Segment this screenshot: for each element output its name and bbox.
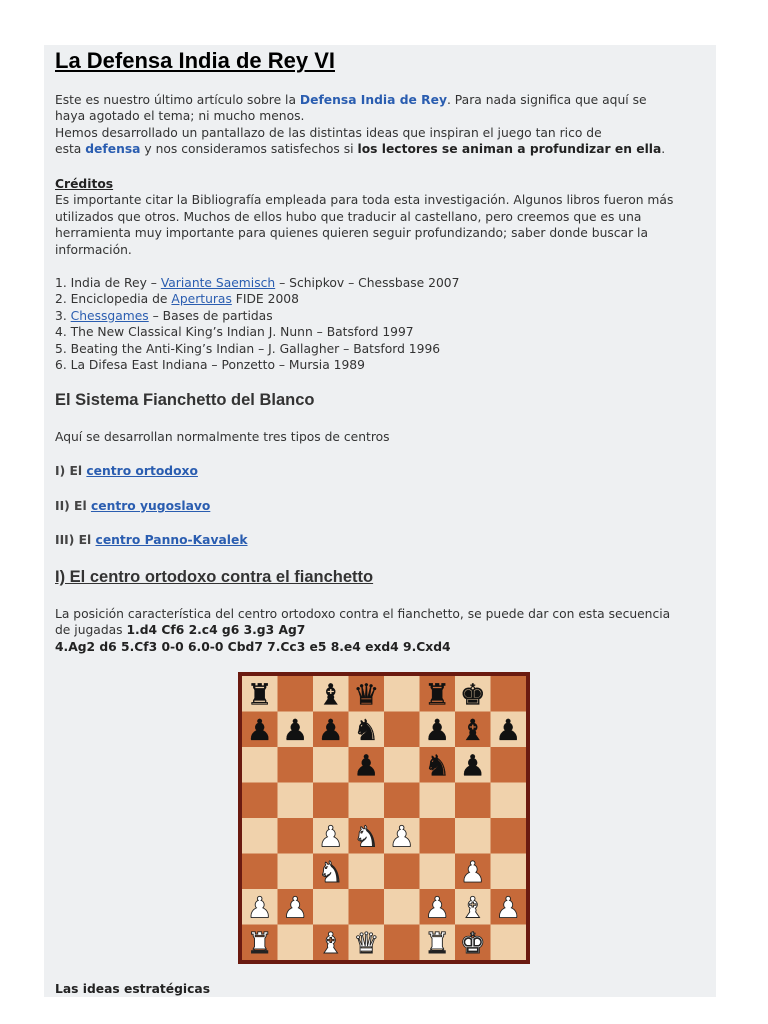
black-bishop-icon: ♝: [317, 677, 344, 712]
board-square: [278, 854, 314, 890]
white-rook-icon: ♜: [424, 925, 451, 960]
white-knight-icon: ♞: [317, 854, 344, 889]
black-knight-icon: ♞: [424, 748, 451, 783]
bibliography-list: 1. India de Rey – Variante Saemisch – Schipkov – Chessbase 2007 2. Enciclopedia de Aperturas FIDE 2008 3. Chessgames – Bases de partidas 4. The New Classical King’s Indian J. Nunn – Batsford 1997 5. Beating the Anti-King’s Indian – J. Gallagher – Batsford 1996 6. La Difesa East Indiana – Ponzetto – Mursia 1989: [55, 276, 460, 373]
black-bishop-icon: ♝: [459, 712, 486, 747]
link-defensa-india[interactable]: Defensa India de Rey: [299, 93, 447, 107]
board-square: [455, 818, 491, 854]
white-bishop-icon: ♝: [317, 925, 344, 960]
black-pawn-icon: ♟: [282, 712, 309, 747]
link-chessgames[interactable]: Chessgames: [70, 308, 149, 323]
white-pawn-icon: ♟: [388, 819, 415, 854]
board-square: [313, 747, 349, 783]
white-pawn-icon: ♟: [282, 890, 309, 925]
center-item-1: I) El centro ortodoxo: [55, 464, 198, 478]
board-square: [384, 854, 420, 890]
link-centro-yugoslavo[interactable]: centro yugoslavo: [90, 499, 211, 513]
move-sequence-2: 4.Ag2 d6 5.Cf3 0-0 6.0-0 Cbd7 7.Cc3 e5 8.e4 exd4 9.Cxd4: [55, 639, 451, 654]
moves-paragraph: La posición característica del centro ortodoxo contra el fianchetto, se puede dar con esta secuencia de jugadas 1.d4 Cf6 2.c4 g6 3.g3 Ag7 4.Ag2 d6 5.Cf3 0-0 6.0-0 Cbd7 7.Cc3 e5 8.e4 exd4 9.Cxd4: [55, 607, 671, 654]
board-square: [242, 854, 278, 890]
board-square: [491, 747, 527, 783]
board-square: [384, 747, 420, 783]
strategic-ideas-heading: Las ideas estratégicas: [55, 982, 211, 996]
board-square: [313, 889, 349, 925]
white-bishop-icon: ♝: [459, 890, 486, 925]
board-square: [278, 925, 314, 961]
board-square: [313, 783, 349, 819]
black-pawn-icon: ♟: [459, 748, 486, 783]
board-square: [278, 818, 314, 854]
black-queen-icon: ♛: [353, 677, 380, 712]
white-pawn-icon: ♟: [424, 890, 451, 925]
board-square: [384, 712, 420, 748]
black-pawn-icon: ♟: [495, 712, 522, 747]
chess-board-diagram: [242, 676, 526, 960]
board-square: [278, 783, 314, 819]
black-rook-icon: ♜: [246, 677, 273, 712]
black-pawn-icon: ♟: [353, 748, 380, 783]
board-square: [349, 783, 385, 819]
board-square: [384, 889, 420, 925]
board-square: [455, 783, 491, 819]
white-pawn-icon: ♟: [495, 890, 522, 925]
center-item-2: II) El centro yugoslavo: [55, 499, 211, 513]
board-square: [278, 676, 314, 712]
credits-heading: Créditos: [55, 177, 114, 191]
white-rook-icon: ♜: [246, 925, 273, 960]
board-square: [491, 854, 527, 890]
board-square: [242, 783, 278, 819]
white-pawn-icon: ♟: [317, 819, 344, 854]
move-sequence-1: 1.d4 Cf6 2.c4 g6 3.g3 Ag7: [126, 623, 306, 638]
board-square: [491, 818, 527, 854]
intro-paragraph: Este es nuestro último artículo sobre la Defensa India de Rey. Para nada significa que aquí se haya agotado el tema; ni mucho menos. Hemos desarrollado un pantallazo de las distintas ideas que inspiran el juego tan rico de esta defensa y nos consideramos satisfechos si los lectores se animan a profundizar en ella.: [55, 93, 666, 157]
section-heading-ortodoxo: I) El centro ortodoxo contra el fianchetto: [55, 568, 374, 586]
link-centro-ortodoxo[interactable]: centro ortodoxo: [86, 464, 198, 478]
white-king-icon: ♚: [459, 925, 486, 960]
white-pawn-icon: ♟: [246, 890, 273, 925]
center-item-3: III) El centro Panno-Kavalek: [55, 533, 248, 547]
board-square: [384, 676, 420, 712]
board-square: [491, 783, 527, 819]
board-square: [242, 818, 278, 854]
board-square: [349, 854, 385, 890]
black-rook-icon: ♜: [424, 677, 451, 712]
credits-block: Créditos Es importante citar la Bibliografía empleada para toda esta investigación. Algunos libros fueron más utilizados que otros. Muchos de ellos hubo que traducir al castellano, pero creemos que es una herramienta muy importante para quienes quieren seguir profundizando; saber donde buscar la información.: [55, 177, 674, 257]
board-square: [349, 889, 385, 925]
black-knight-icon: ♞: [353, 712, 380, 747]
board-square: [384, 925, 420, 961]
link-centro-panno-kavalek[interactable]: centro Panno-Kavalek: [95, 533, 248, 547]
black-pawn-icon: ♟: [424, 712, 451, 747]
black-king-icon: ♚: [459, 677, 486, 712]
link-variante-saemisch[interactable]: Variante Saemisch: [160, 276, 276, 290]
white-knight-icon: ♞: [353, 819, 380, 854]
board-square: [242, 747, 278, 783]
link-aperturas[interactable]: Aperturas: [171, 292, 232, 307]
board-square: [420, 818, 456, 854]
white-queen-icon: ♛: [353, 925, 380, 960]
link-defensa[interactable]: defensa: [85, 142, 141, 157]
section-heading-fianchetto: El Sistema Fianchetto del Blanco: [55, 391, 315, 409]
board-square: [491, 925, 527, 961]
black-pawn-icon: ♟: [246, 712, 273, 747]
chess-board: [238, 672, 530, 964]
black-pawn-icon: ♟: [317, 712, 344, 747]
section-intro-text: Aquí se desarrollan normalmente tres tipos de centros: [55, 430, 390, 444]
page-title: La Defensa India de Rey VI: [55, 48, 335, 73]
board-square: [420, 854, 456, 890]
board-square: [491, 676, 527, 712]
white-pawn-icon: ♟: [459, 854, 486, 889]
board-square: [420, 783, 456, 819]
board-square: [384, 783, 420, 819]
board-square: [278, 747, 314, 783]
